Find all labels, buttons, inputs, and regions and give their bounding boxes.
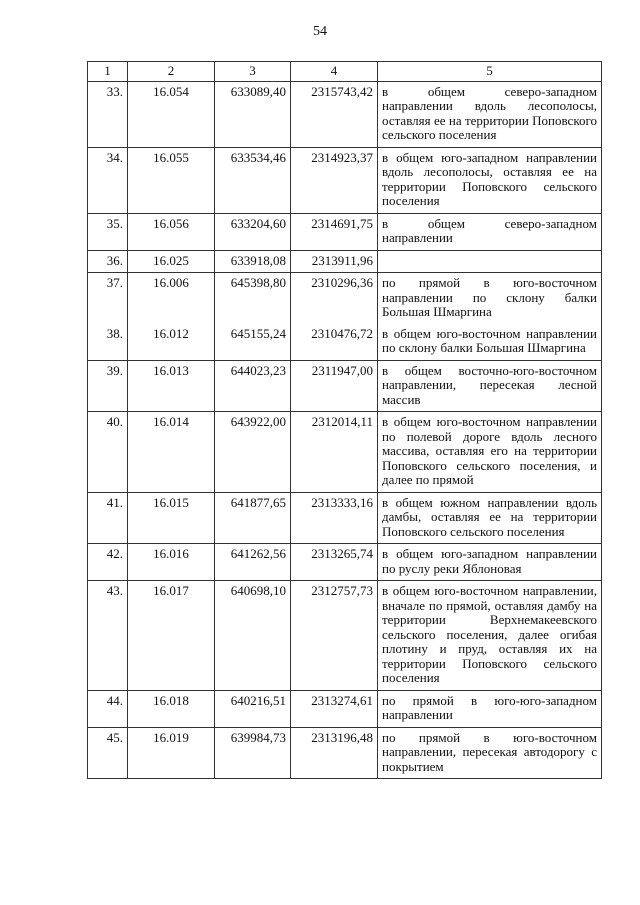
table-row [88, 250, 602, 273]
coordinate-x: 645155,24 [215, 324, 291, 361]
coordinate-x: 643922,00 [215, 412, 291, 493]
coordinate-y: 2315743,42 [291, 81, 378, 147]
coordinate-y: 2312757,73 [291, 581, 378, 691]
point-id: 16.012 [128, 324, 215, 361]
boundary-table [87, 61, 602, 779]
table-row [88, 273, 602, 324]
coordinate-x: 645398,80 [215, 273, 291, 324]
boundary-description: по прямой в юго-восточном направлении, пересекая автодорогу с покрытием [378, 727, 602, 779]
boundary-description: в общем юго-восточном направлении по полевой дороге вдоль лесного массива, оставляя его на территории Поповского сельского поселения, и далее по прямой [378, 412, 602, 493]
boundary-description: в общем юго-восточном направлении, вначале по прямой, оставляя дамбу на территории Верхнемакеевского сельского поселения, далее огибая плотину и пруд, оставляя их на территории Поповского сельского поселения [378, 581, 602, 691]
point-id: 16.025 [128, 250, 215, 273]
coordinate-x: 644023,23 [215, 360, 291, 412]
coordinate-x: 633089,40 [215, 81, 291, 147]
table-row [88, 360, 602, 412]
row-number: 36. [88, 250, 128, 273]
point-id: 16.056 [128, 213, 215, 250]
table-row [88, 727, 602, 779]
table-row [88, 581, 602, 691]
boundary-description: в общем юго-восточном направлении по склону балки Большая Шмаргина [378, 324, 602, 361]
boundary-description: в общем юго-западном направлении по руслу реки Яблоновая [378, 544, 602, 581]
point-id: 16.017 [128, 581, 215, 691]
row-number: 37. [88, 273, 128, 324]
coordinate-x: 633534,46 [215, 147, 291, 213]
boundary-description: по прямой в юго-восточном направлении по склону балки Большая Шмаргина [378, 273, 602, 324]
point-id: 16.013 [128, 360, 215, 412]
table-row [88, 324, 602, 361]
coordinate-y: 2310296,36 [291, 273, 378, 324]
boundary-description: в общем юго-западном направлении вдоль лесополосы, оставляя ее на территории Поповского сельского поселения [378, 147, 602, 213]
coordinate-y: 2313911,96 [291, 250, 378, 273]
table-row [88, 147, 602, 213]
point-id: 16.015 [128, 492, 215, 544]
coordinate-x: 639984,73 [215, 727, 291, 779]
coordinate-y: 2312014,11 [291, 412, 378, 493]
point-id: 16.019 [128, 727, 215, 779]
row-number: 33. [88, 81, 128, 147]
row-number: 41. [88, 492, 128, 544]
boundary-description: в общем северо-западном направлении [378, 213, 602, 250]
coordinate-y: 2310476,72 [291, 324, 378, 361]
coordinate-x: 640698,10 [215, 581, 291, 691]
coordinate-y: 2311947,00 [291, 360, 378, 412]
table-header-row [88, 62, 602, 82]
row-number: 40. [88, 412, 128, 493]
table-row [88, 412, 602, 493]
page-number: 54 [313, 24, 327, 39]
point-id: 16.016 [128, 544, 215, 581]
column-header: 3 [215, 62, 291, 82]
boundary-description: в общем восточно-юго-восточном направлении, пересекая лесной массив [378, 360, 602, 412]
row-number: 42. [88, 544, 128, 581]
column-header: 2 [128, 62, 215, 82]
boundary-description: по прямой в юго-юго-западном направлении [378, 690, 602, 727]
coordinate-y: 2313333,16 [291, 492, 378, 544]
point-id: 16.054 [128, 81, 215, 147]
coordinate-x: 633204,60 [215, 213, 291, 250]
coordinate-x: 641262,56 [215, 544, 291, 581]
coordinate-y: 2314691,75 [291, 213, 378, 250]
coordinate-y: 2313265,74 [291, 544, 378, 581]
column-header: 4 [291, 62, 378, 82]
point-id: 16.014 [128, 412, 215, 493]
point-id: 16.018 [128, 690, 215, 727]
table-row [88, 81, 602, 147]
table-row [88, 492, 602, 544]
row-number: 43. [88, 581, 128, 691]
row-number: 45. [88, 727, 128, 779]
row-number: 35. [88, 213, 128, 250]
row-number: 44. [88, 690, 128, 727]
table-row [88, 213, 602, 250]
coordinate-x: 640216,51 [215, 690, 291, 727]
boundary-description [378, 250, 602, 273]
coordinate-y: 2313196,48 [291, 727, 378, 779]
point-id: 16.006 [128, 273, 215, 324]
coordinate-x: 633918,08 [215, 250, 291, 273]
coordinate-y: 2314923,37 [291, 147, 378, 213]
row-number: 38. [88, 324, 128, 361]
column-header: 5 [378, 62, 602, 82]
coordinate-x: 641877,65 [215, 492, 291, 544]
table-row [88, 690, 602, 727]
coordinate-y: 2313274,61 [291, 690, 378, 727]
row-number: 34. [88, 147, 128, 213]
boundary-description: в общем южном направлении вдоль дамбы, оставляя ее на территории Поповского сельского поселения [378, 492, 602, 544]
column-header: 1 [88, 62, 128, 82]
row-number: 39. [88, 360, 128, 412]
boundary-description: в общем северо-западном направлении вдоль лесополосы, оставляя ее на территории Поповского сельского поселения [378, 81, 602, 147]
table-row [88, 544, 602, 581]
point-id: 16.055 [128, 147, 215, 213]
